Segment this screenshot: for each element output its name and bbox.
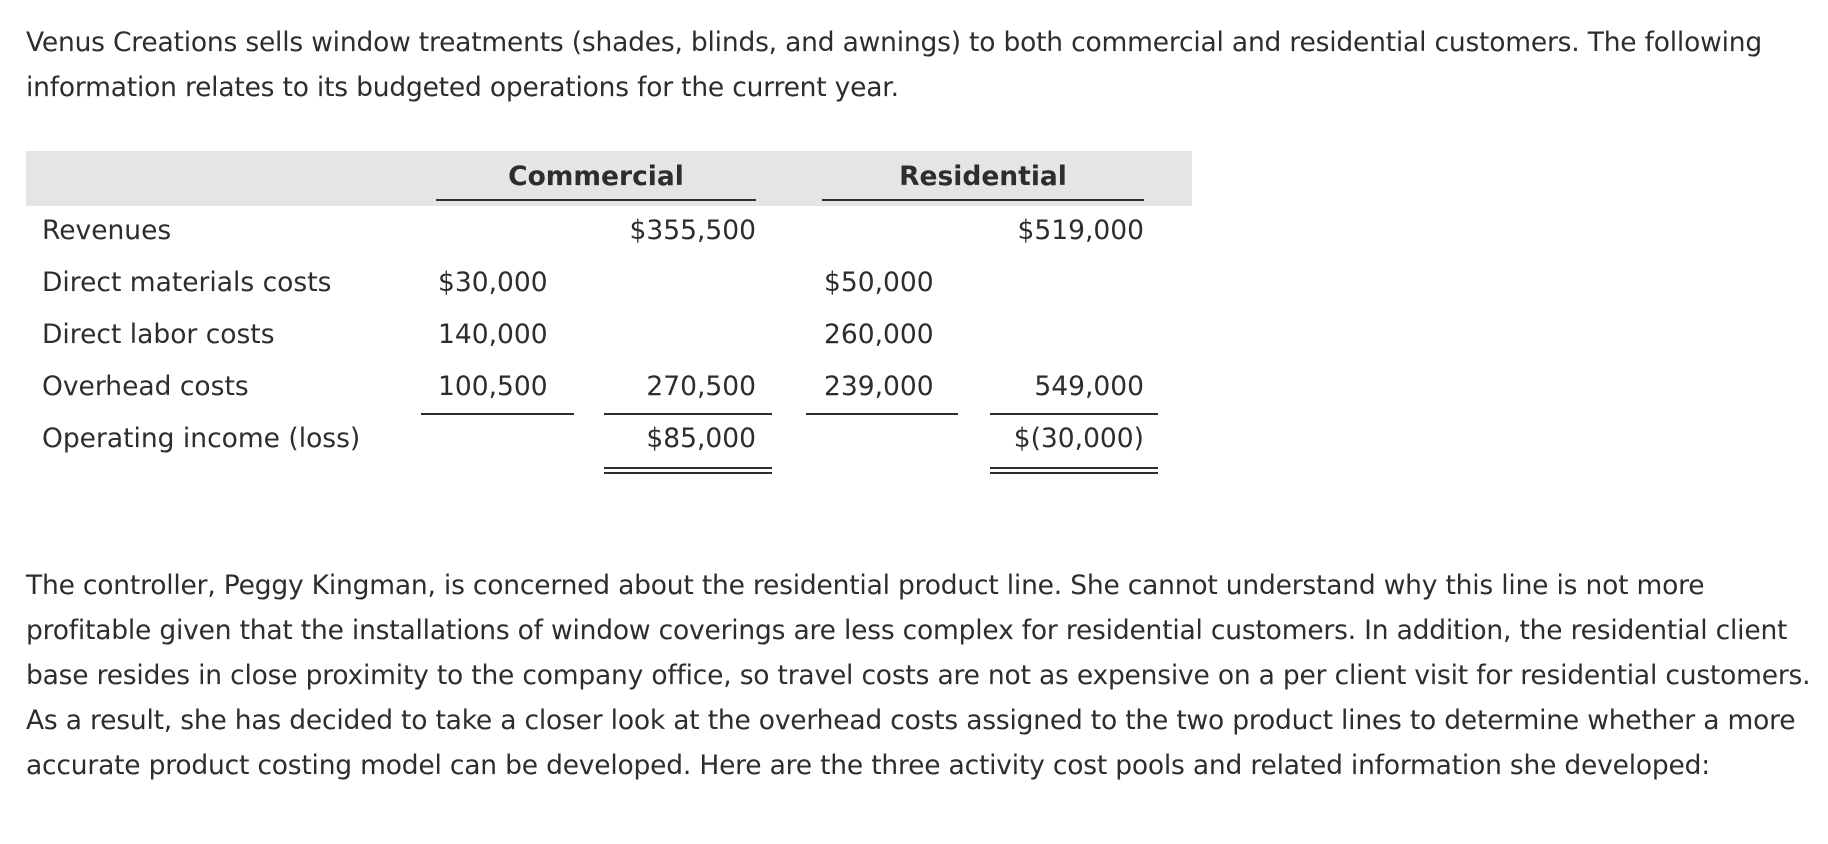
cell-residential-total-overhead: 549,000 [1034, 371, 1144, 402]
budget-table [26, 151, 1192, 483]
cell-commercial-total-overhead: 270,500 [646, 371, 756, 402]
controller-paragraph: The controller, Peggy Kingman, is concerned about the residential product line. She cannot understand why this line is not more profitable given that the installations of window coverings are less complex for residential customers. In addition, the residential client base resides in close proximity to the company office, so travel costs are not as expensive on a per client visit for residential customers. As a result, she has decided to take a closer look at the overhead costs assigned to the two product lines to determine whether a more accurate product costing model can be developed. Here are the three activity cost pools and related information she developed: [26, 570, 1811, 781]
cell-commercial-detail-direct-materials: $30,000 [438, 267, 548, 298]
cell-residential-total-revenues: $519,000 [1017, 215, 1144, 246]
header-residential: Residential [899, 161, 1067, 192]
cell-residential-detail-direct-labor: 260,000 [824, 319, 934, 350]
cell-commercial-detail-overhead: 100,500 [438, 371, 548, 402]
row-label-operating-income: Operating income (loss) [42, 423, 361, 454]
cell-commercial-total-revenues: $355,500 [629, 215, 756, 246]
cell-commercial-total-operating-income: $85,000 [646, 423, 756, 454]
cell-commercial-detail-direct-labor: 140,000 [438, 319, 548, 350]
header-commercial-underline [436, 199, 756, 201]
cell-residential-detail-direct-materials: $50,000 [824, 267, 934, 298]
row-label-overhead: Overhead costs [42, 371, 249, 402]
residential-total-underline [990, 413, 1158, 415]
row-label-direct-materials: Direct materials costs [42, 267, 332, 298]
intro-paragraph: Venus Creations sells window treatments (shades, blinds, and awnings) to both commercial and residential customers. The following information relates to its budgeted operations for the current year. [26, 27, 1762, 103]
commercial-total-underline [604, 413, 772, 415]
commercial-detail-underline [421, 413, 574, 415]
row-label-direct-labor: Direct labor costs [42, 319, 275, 350]
row-label-revenues: Revenues [42, 215, 172, 246]
header-residential-underline [822, 199, 1144, 201]
header-commercial: Commercial [508, 161, 684, 192]
residential-total-double-underline [990, 467, 1158, 474]
residential-detail-underline [806, 413, 958, 415]
cell-residential-total-operating-income: $(30,000) [1013, 423, 1144, 454]
cell-residential-detail-overhead: 239,000 [824, 371, 934, 402]
commercial-total-double-underline [604, 467, 772, 474]
